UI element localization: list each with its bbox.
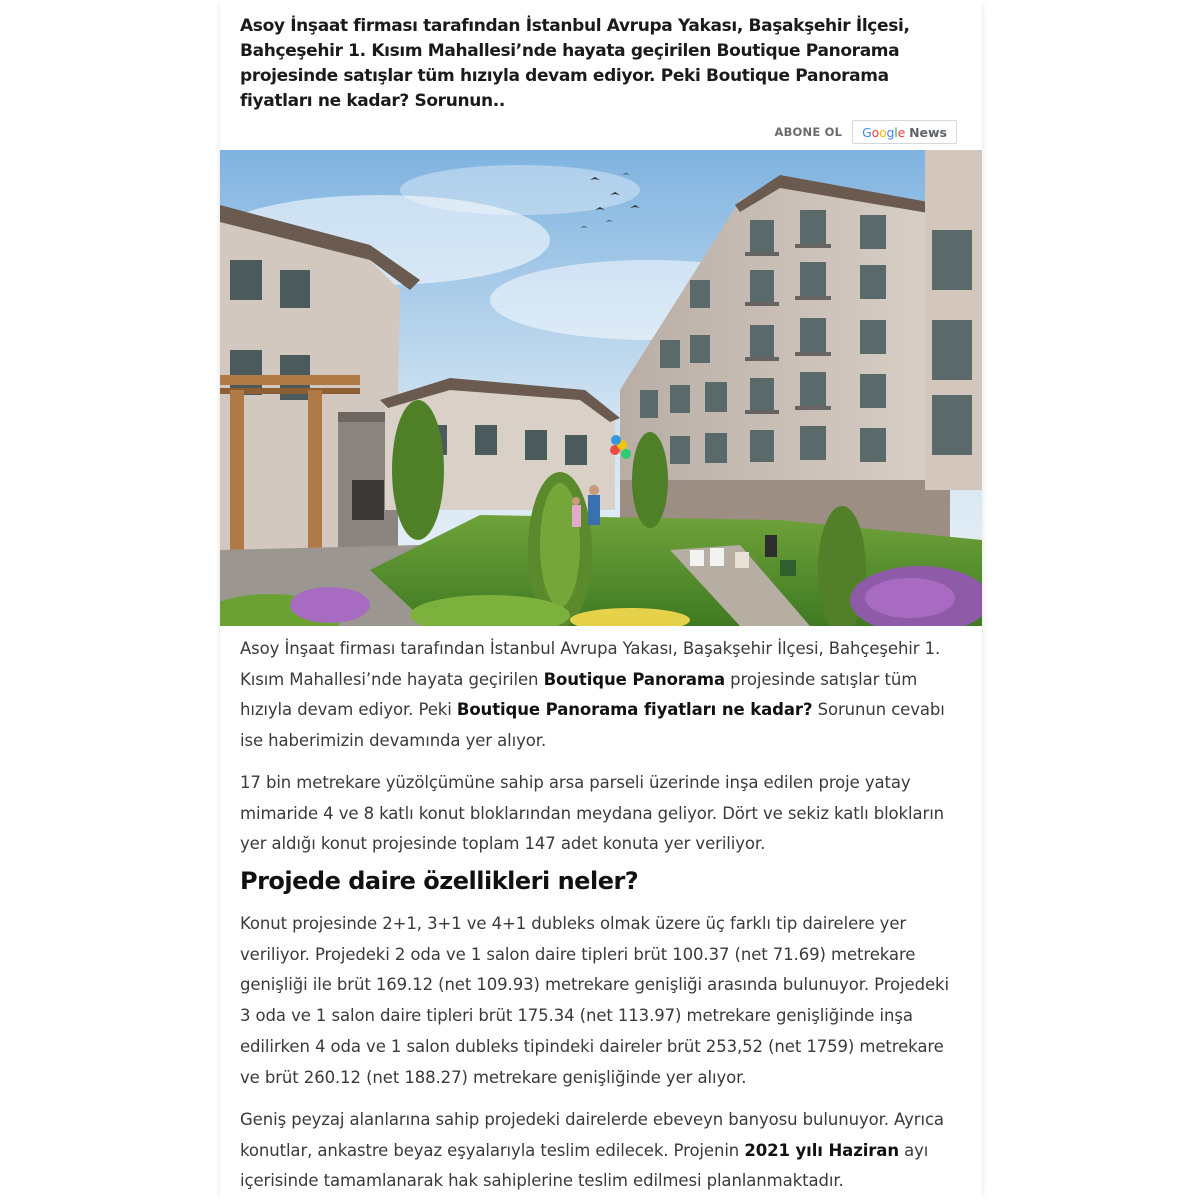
text-run: Sorunun cevabı ise haberimizin devamında yer alıyor. [240,700,945,751]
subscribe-row [774,119,957,145]
google-letter: o [871,124,880,140]
article-paragraph: Konut projesinde 2+1, 3+1 ve 4+1 dubleks olmak üzere üç farklı tip dairelere yer veriliyor. Projedeki 2 oda ve 1 salon daire tipleri brüt 100.37 (net 71.69) metrekare genişliği ile brüt 169.12 (net 109.93) metrekare genişliği arasında bulunuyor. Projedeki 3 oda ve 1 salon daire tipleri brüt 175.34 (net 113.97) metrekare genişliğinde inşa edilirken 4 oda ve 1 salon dubleks tipindeki daireler brüt 253,52 (net 1759) metrekare ve brüt 260.12 (net 188.27) metrekare genişliğinde yer alıyor. [240,914,949,1087]
google-letter: l [894,124,898,140]
text-run: Asoy İnşaat firması tarafından İstanbul Avrupa Yakası, Başakşehir İlçesi, Bahçeşehir 1. Kısım Mahallesi’nde hayata geçirilen [240,639,941,689]
hero-image [220,150,982,626]
article-column [220,0,982,1200]
bold-text: Boutique Panorama [543,669,726,689]
article-paragraph: 17 bin metrekare yüzölçümüne sahip arsa parseli üzerinde inşa edilen proje yatay mimaride 4 ve 8 katlı konut bloklarından meydana geliyor. Dört ve sekiz katlı blokların yer aldığı konut projesinde toplam 147 adet konuta yer veriliyor. [240,773,945,854]
google-logo [862,125,905,140]
google-letter: e [897,124,906,140]
text-run: projesinde satışlar tüm hızıyla devam ediyor. Peki [240,669,918,720]
article-paragraph [240,1105,962,1197]
google-news-label: News [909,124,947,140]
google-letter: o [879,124,887,140]
article-paragraph [240,634,962,757]
section-heading: Projede daire özellikleri neler? [240,867,639,895]
google-news-button[interactable] [852,120,957,144]
google-letter: g [886,124,895,140]
bold-text: Boutique Panorama fiyatları ne kadar? [456,700,813,720]
subscribe-label[interactable]: ABONE OL [774,125,843,139]
article-lead: Asoy İnşaat firması tarafından İstanbul Avrupa Yakası, Başakşehir İlçesi, Bahçeşehir 1. Kısım Mahallesi’nde hayata geçirilen Boutique Panorama projesinde satışlar tüm hızıyla devam ediyor. Peki Boutique Panorama fiyatları ne kadar? Sorunun.. [240,16,910,111]
google-letter: G [862,124,872,140]
text-run: ayı içerisinde tamamlanarak hak sahiplerine teslim edilmesi planlanmaktadır. [240,1140,929,1191]
bold-text: 2021 yılı Haziran [744,1140,899,1160]
text-run: Geniş peyzaj alanlarına sahip projedeki dairelerde ebeveyn banyosu bulunuyor. Ayrıca konutlar, ankastre beyaz eşyalarıyla teslim edilecek. Projenin [240,1110,944,1160]
